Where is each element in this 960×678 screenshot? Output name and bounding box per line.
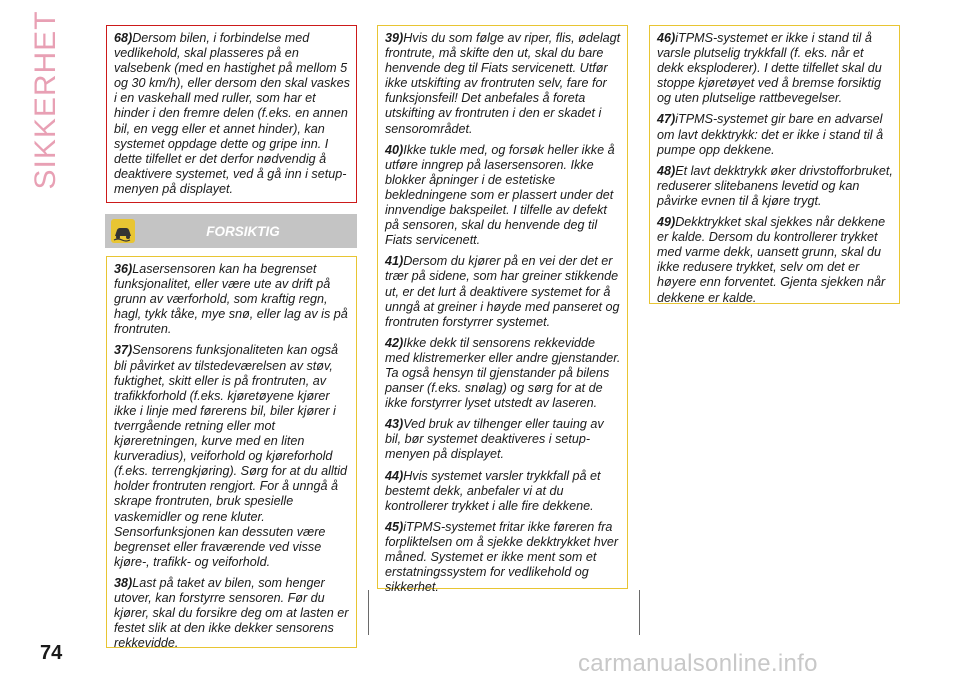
caution-box-col3 xyxy=(649,25,900,304)
caution-box-col2 xyxy=(377,25,628,595)
note-40 xyxy=(385,143,621,249)
section-title xyxy=(16,10,76,190)
note-36 xyxy=(114,262,350,337)
section-title-text: SIKKERHET xyxy=(29,10,62,190)
note-37-text: Sensorens funksjonaliteten kan også bli påvirket av tilstedeværelsen av støv, fuktighet, skitt eller is på frontruten, av trafikkforhold (f.eks. kjøretøyene kjører ikke i linje med førerens bil, biler kjører i tverrgående retning eller mot kjøreretningen, kurve med en liten kurveradius), veiforhold og kjøreforhold (f.eks. terrengkjøring). Sørg for at du alltid holder frontruten rengjort. For å unngå å skrape frontruten, bruk spesielle vaskemidler og rene kluter. Sensorfunksjonen kan dessuten være begrenset eller fraværende ved visse kjøre-, trafikk- og veiforhold. xyxy=(114,343,348,569)
note-40-num: 40) xyxy=(385,142,404,157)
note-44-text: Hvis systemet varsler trykkfall på et bestemt dekk, anbefaler vi at du kontrollerer trykket i alle fire dekkene. xyxy=(385,468,601,513)
warning-header-bar xyxy=(105,214,357,248)
note-37-num: 37) xyxy=(114,343,133,358)
note-39 xyxy=(385,31,621,137)
note-46 xyxy=(657,31,893,106)
note-37 xyxy=(114,343,350,569)
note-39-text: Hvis du som følge av riper, flis, ødelagt frontrute, må skifte den ut, skal du bare henvende deg til Fiats servicenett. Utfør ikke utskifting av frontruten selv, fare for funksjonsfeil! Det anbefales å foreta utskifting av frontruten i den er skadet i sensorområdet. xyxy=(385,31,621,136)
note-45-num: 45) xyxy=(385,519,404,534)
note-38 xyxy=(114,576,350,651)
caution-box-col1 xyxy=(106,256,357,651)
note-39-num: 39) xyxy=(385,31,404,45)
note-38-num: 38) xyxy=(114,575,133,590)
note-47-num: 47) xyxy=(657,112,676,127)
note-36-text: Lasersensoren kan ha begrenset funksjonalitet, eller være ute av drift på grunn av værforhold, som kraftig regn, hagl, tykk tåke, mye snø, eller lag av is på frontruten. xyxy=(114,262,348,337)
column-divider-1 xyxy=(368,590,369,635)
note-42-num: 42) xyxy=(385,335,404,350)
note-47-text: iTPMS-systemet gir bare en advarsel om lavt dekktrykk: det er ikke i stand til å pumpe opp dekkene. xyxy=(657,112,884,157)
note-46-text: iTPMS-systemet er ikke i stand til å varsle plutselig trykkfall (f. eks. når et dekk eksploderer). I dette tilfellet skal du stoppe kjøretøyet ved å bremse forsiktig og uten plutselige rattbevegelser. xyxy=(657,31,882,106)
note-44 xyxy=(385,469,621,514)
note-36-num: 36) xyxy=(114,262,133,276)
note-68-num: 68) xyxy=(114,31,133,45)
car-warning-icon xyxy=(110,218,136,244)
note-48 xyxy=(657,164,893,209)
warning-header: FORSIKTIG xyxy=(206,223,280,239)
column-divider-2 xyxy=(639,590,640,635)
note-42 xyxy=(385,336,621,411)
note-41-num: 41) xyxy=(385,254,404,269)
note-38-text: Last på taket av bilen, som henger utover, kan forstyrre sensoren. Før du kjører, skal du forsikre deg om at lasten er festet slik at den ikke dekker sensorens rekkevidde. xyxy=(114,575,349,651)
watermark: carmanualsonline.info xyxy=(578,650,818,677)
note-49-text: Dekktrykket skal sjekkes når dekkene er kalde. Dersom du kontrollerer trykket med varme dekk, uansett grunn, skal du ikke redusere trykket, selv om det er høyere enn forventet. Gjenta sjekken når dekkene er kalde. xyxy=(657,215,886,305)
note-43 xyxy=(385,417,621,462)
note-box-68 xyxy=(106,25,357,203)
note-46-num: 46) xyxy=(657,31,676,45)
note-68-text: Dersom bilen, i forbindelse med vedlikehold, skal plasseres på en valsebenk (med en hastighet på mellom 5 og 30 km/h), eller dersom den skal vaskes i en vaskehall med ruller, som har et hinder i den fremre delen (f.eks. en annen bil, en vegg eller et annet hinder), kan systemet oppdage dette og gripe inn. I dette tilfellet er det derfor nødvendig å deaktivere systemet, ved å gå inn i setup-menyen på displayet. xyxy=(114,31,350,196)
note-48-text: Et lavt dekktrykk øker drivstofforbruket, reduserer slitebanens levetid og kan påvirke evnen til å kjøre trygt. xyxy=(657,163,893,208)
note-45 xyxy=(385,520,621,595)
note-40-text: Ikke tukle med, og forsøk heller ikke å utføre inngrep på lasersensoren. Ikke blokker åpninger i de estetiske bekledningene som er plassert under det innvendige bakspeilet. I tilfelle av defekt på sensoren, skal du henvende deg til Fiats servicenett. xyxy=(385,142,615,248)
note-41-text: Dersom du kjører på en vei der det er trær på sidene, som har greiner stikkende ut, er det lurt å deaktivere systemet for å unngå at greiner i høyde med panseret og frontruten forstyrrer systemet. xyxy=(385,254,620,329)
note-43-num: 43) xyxy=(385,417,404,432)
page-number: 74 xyxy=(40,642,63,664)
note-42-text: Ikke dekk til sensorens rekkevidde med klistremerker eller andre gjenstander. Ta også hensyn til gjenstander på bilens panser (f.eks. snølag) og sørg for at de ikke forstyrrer lyset utstedt av laseren. xyxy=(385,335,621,411)
note-47 xyxy=(657,112,893,157)
note-43-text: Ved bruk av tilhenger eller tauing av bil, bør systemet deaktiveres i setup-menyen på displayet. xyxy=(385,417,604,462)
note-41 xyxy=(385,254,621,329)
note-48-num: 48) xyxy=(657,163,676,178)
note-45-text: iTPMS-systemet fritar ikke føreren fra forpliktelsen om å sjekke dekktrykket hver måned. Systemet er ikke ment som et erstatningssystem for vedlikehold og sikkerhet. xyxy=(385,519,619,595)
note-44-num: 44) xyxy=(385,468,404,483)
note-49 xyxy=(657,215,893,306)
note-49-num: 49) xyxy=(657,215,676,230)
note-68 xyxy=(114,31,350,197)
